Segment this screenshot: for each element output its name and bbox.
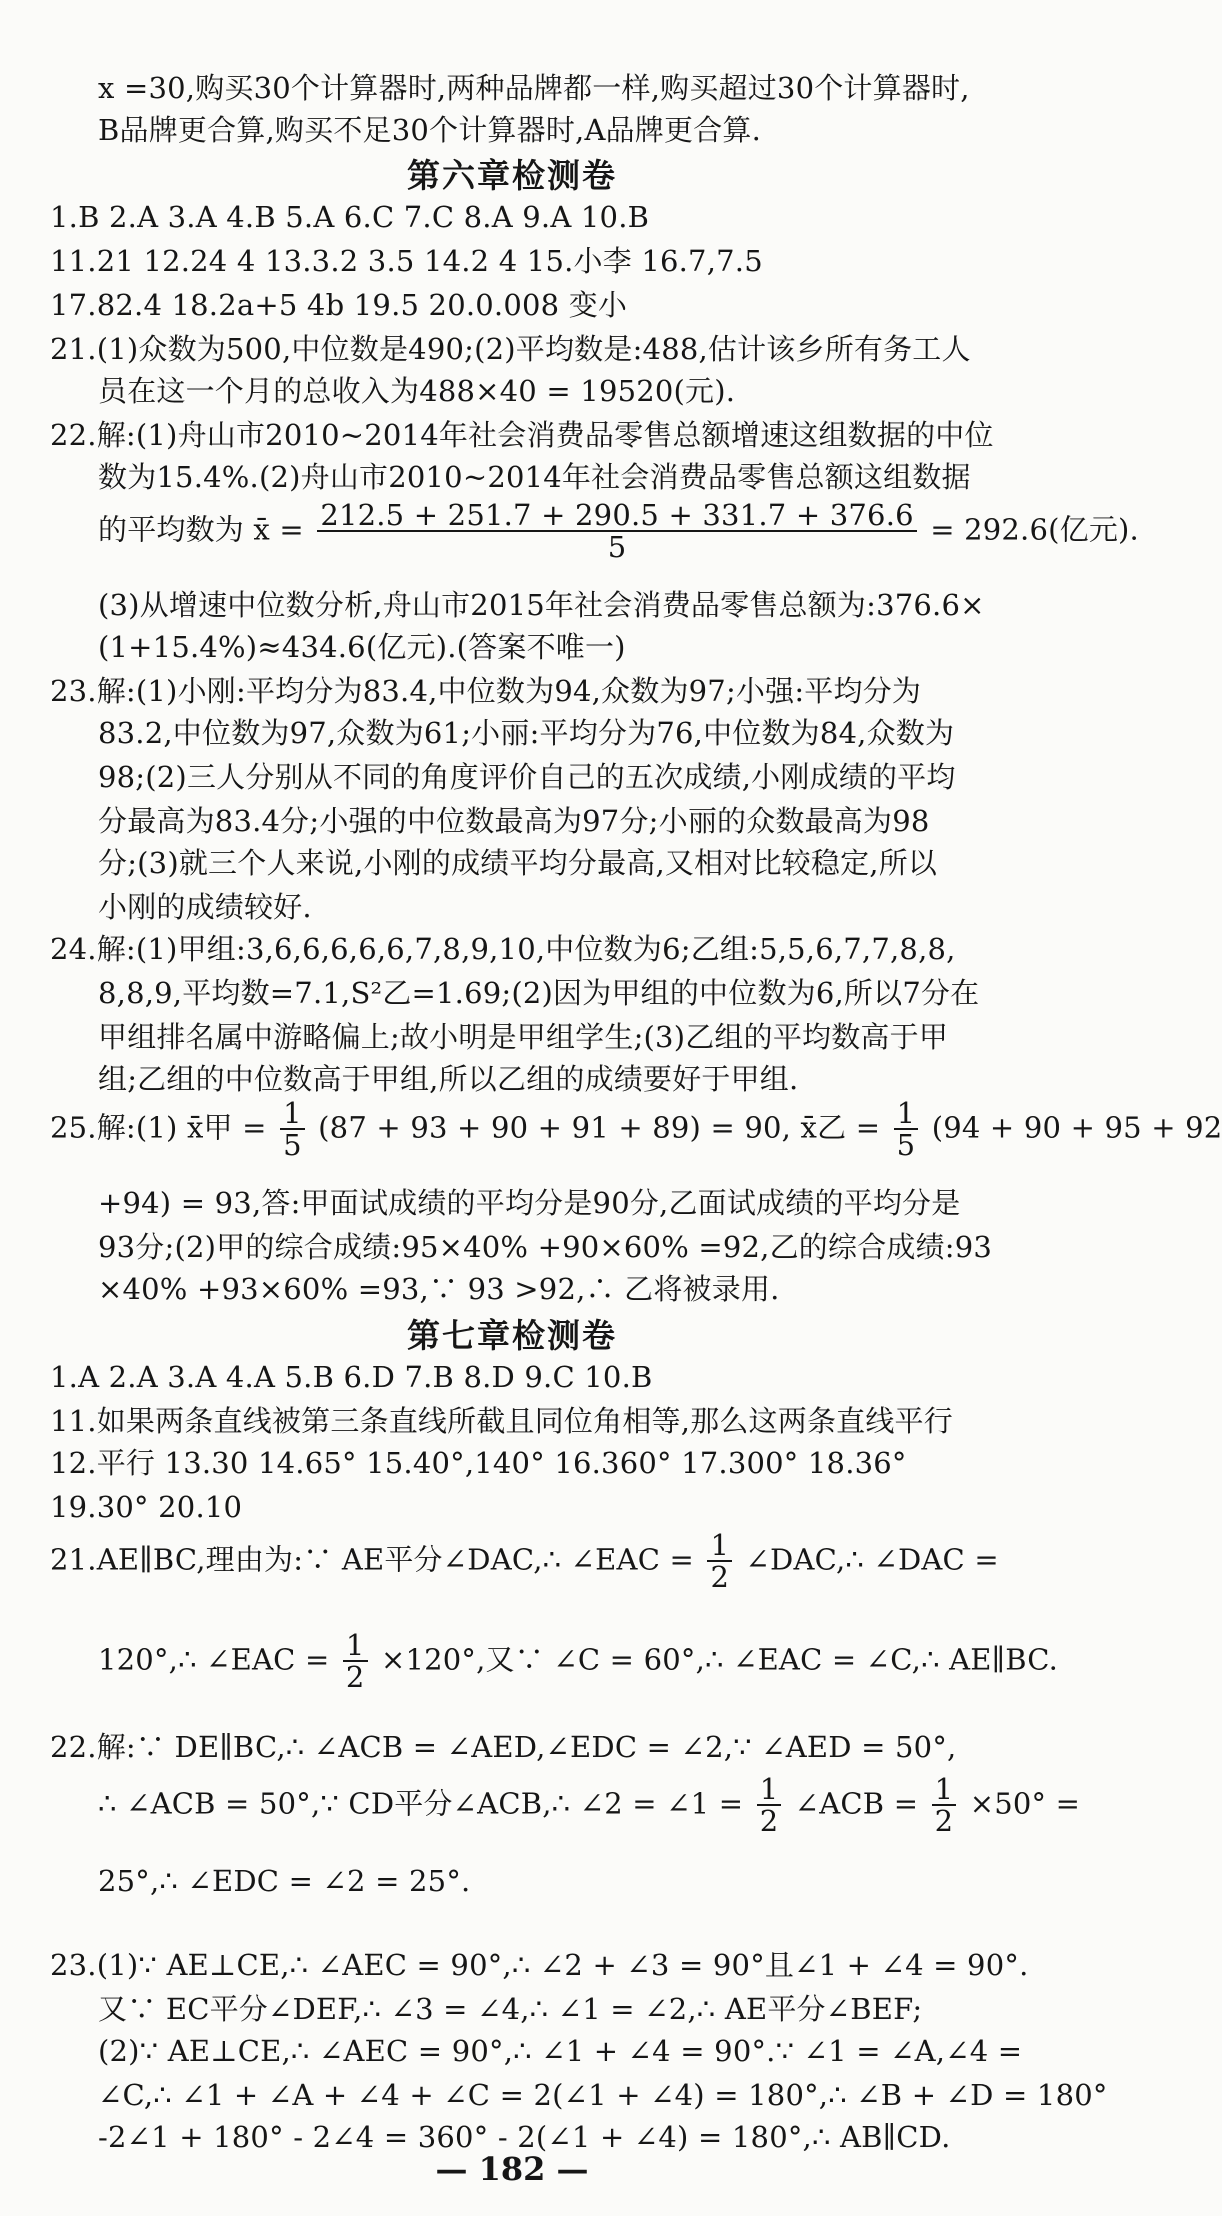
text-line: x =30,购买30个计算器时,两种品牌都一样,购买超过30个计算器时, bbox=[98, 71, 970, 105]
fraction bbox=[343, 1630, 368, 1693]
text-line: 19.30° 20.10 bbox=[50, 1490, 243, 1524]
text-line: (1+15.4%)≈434.6(亿元).(答案不唯一) bbox=[98, 630, 626, 664]
text-line: 分;(3)就三个人来说,小刚的成绩平均分最高,又相对比较稳定,所以 bbox=[98, 846, 938, 880]
formula-text: 21.AE∥BC,理由为:∵ AE平分∠DAC,∴ ∠EAC = bbox=[50, 1542, 695, 1577]
formula-line bbox=[98, 500, 1139, 563]
formula-text: ∴ ∠ACB = 50°,∵ CD平分∠ACB,∴ ∠2 = ∠1 = bbox=[98, 1786, 744, 1821]
text-line: ∠C,∴ ∠1 + ∠A + ∠4 + ∠C = 2(∠1 + ∠4) = 180°,∴ ∠B + ∠D = 180° bbox=[98, 2078, 1108, 2112]
fraction bbox=[317, 500, 916, 563]
formula-text: = 292.6(亿元). bbox=[930, 512, 1139, 547]
text-line: 22.解:∵ DE∥BC,∴ ∠ACB = ∠AED,∠EDC = ∠2,∵ ∠AED = 50°, bbox=[50, 1730, 957, 1764]
text-line: 甲组排名属中游略偏上;故小明是甲组学生;(3)乙组的平均数高于甲 bbox=[98, 1020, 949, 1054]
fraction-numerator: 1 bbox=[894, 1098, 919, 1130]
fraction-denominator: 5 bbox=[607, 530, 627, 565]
fraction bbox=[707, 1530, 732, 1593]
text-line: 组;乙组的中位数高于甲组,所以乙组的成绩要好于甲组. bbox=[98, 1062, 799, 1096]
formula-text: (87 + 93 + 90 + 91 + 89) = 90, x̄乙 = bbox=[318, 1110, 881, 1145]
text-line: (3)从增速中位数分析,舟山市2015年社会消费品零售总额为:376.6× bbox=[98, 588, 985, 622]
page-number: — 182 — bbox=[435, 2150, 589, 2188]
fraction-denominator: 2 bbox=[934, 1804, 954, 1839]
text-line: 24.解:(1)甲组:3,6,6,6,6,6,7,8,9,10,中位数为6;乙组:5,5,6,7,7,8,8, bbox=[50, 932, 956, 966]
text-line: ×40% +93×60% =93,∵ 93 >92,∴ 乙将被录用. bbox=[98, 1272, 780, 1306]
text-line: 21.(1)众数为500,中位数是490;(2)平均数是:488,估计该乡所有务工人 bbox=[50, 332, 971, 366]
section-title-chapter7: 第七章检测卷 bbox=[407, 1316, 617, 1355]
text-line: 1.A 2.A 3.A 4.A 5.B 6.D 7.B 8.D 9.C 10.B bbox=[50, 1360, 653, 1394]
fraction-numerator: 1 bbox=[280, 1098, 305, 1130]
text-line: 23.解:(1)小刚:平均分为83.4,中位数为94,众数为97;小强:平均分为 bbox=[50, 674, 922, 708]
fraction bbox=[932, 1774, 957, 1837]
fraction bbox=[894, 1098, 919, 1161]
text-line: 22.解:(1)舟山市2010~2014年社会消费品零售总额增速这组数据的中位 bbox=[50, 418, 994, 452]
fraction bbox=[280, 1098, 305, 1161]
formula-line bbox=[50, 1098, 1222, 1161]
fraction-denominator: 2 bbox=[759, 1804, 779, 1839]
text-line: 11.21 12.24 4 13.3.2 3.5 14.2 4 15.小李 16.7,7.5 bbox=[50, 244, 763, 278]
formula-line bbox=[98, 1630, 1058, 1693]
text-line: +94) = 93,答:甲面试成绩的平均分是90分,乙面试成绩的平均分是 bbox=[98, 1186, 961, 1220]
fraction-numerator: 1 bbox=[343, 1630, 368, 1662]
text-line: 分最高为83.4分;小强的中位数最高为97分;小丽的众数最高为98 bbox=[98, 804, 930, 838]
text-line: 23.(1)∵ AE⊥CE,∴ ∠AEC = 90°,∴ ∠2 + ∠3 = 90°且∠1 + ∠4 = 90°. bbox=[50, 1948, 1029, 1982]
text-line: 11.如果两条直线被第三条直线所截且同位角相等,那么这两条直线平行 bbox=[50, 1404, 953, 1438]
formula-line bbox=[98, 1774, 1080, 1837]
formula-text: (94 + 90 + 95 + 92 bbox=[931, 1110, 1222, 1145]
fraction-denominator: 2 bbox=[345, 1660, 365, 1695]
formula-text: 的平均数为 x̄ = bbox=[98, 512, 304, 547]
formula-text: ×50° = bbox=[969, 1786, 1081, 1821]
fraction-denominator: 5 bbox=[896, 1128, 916, 1163]
fraction-denominator: 5 bbox=[283, 1128, 302, 1163]
formula-text: 25.解:(1) x̄甲 = bbox=[50, 1110, 267, 1145]
text-line: 数为15.4%.(2)舟山市2010~2014年社会消费品零售总额这组数据 bbox=[98, 460, 971, 494]
text-line: 17.82.4 18.2a+5 4b 19.5 20.0.008 变小 bbox=[50, 288, 628, 322]
text-line: 8,8,9,平均数=7.1,S²乙=1.69;(2)因为甲组的中位数为6,所以7分在 bbox=[98, 976, 980, 1010]
fraction-numerator: 212.5 + 251.7 + 290.5 + 331.7 + 376.6 bbox=[317, 500, 916, 532]
formula-text: ∠DAC,∴ ∠DAC = bbox=[745, 1542, 999, 1577]
text-line: 25°,∴ ∠EDC = ∠2 = 25°. bbox=[98, 1864, 471, 1898]
text-line: 12.平行 13.30 14.65° 15.40°,140° 16.360° 17.300° 18.36° bbox=[50, 1446, 907, 1480]
text-line: 83.2,中位数为97,众数为61;小丽:平均分为76,中位数为84,众数为 bbox=[98, 716, 955, 750]
fraction-numerator: 1 bbox=[757, 1774, 782, 1806]
text-line: 1.B 2.A 3.A 4.B 5.A 6.C 7.C 8.A 9.A 10.B bbox=[50, 200, 650, 234]
fraction-numerator: 1 bbox=[932, 1774, 957, 1806]
text-line: -2∠1 + 180° - 2∠4 = 360° - 2(∠1 + ∠4) = 180°,∴ AB∥CD. bbox=[98, 2120, 951, 2154]
formula-text: ×120°,又∵ ∠C = 60°,∴ ∠EAC = ∠C,∴ AE∥BC. bbox=[380, 1642, 1059, 1677]
formula-line bbox=[50, 1530, 999, 1593]
fraction bbox=[757, 1774, 782, 1837]
text-line: 93分;(2)甲的综合成绩:95×40% +90×60% =92,乙的综合成绩:93 bbox=[98, 1230, 993, 1264]
text-line: (2)∵ AE⊥CE,∴ ∠AEC = 90°,∴ ∠1 + ∠4 = 90°.∵ ∠1 = ∠A,∠4 = bbox=[98, 2034, 1023, 2068]
formula-text: ∠ACB = bbox=[794, 1786, 919, 1821]
fraction-denominator: 2 bbox=[710, 1560, 730, 1595]
text-line: 又∵ EC平分∠DEF,∴ ∠3 = ∠4,∴ ∠1 = ∠2,∴ AE平分∠BEF; bbox=[98, 1992, 923, 2026]
text-line: 98;(2)三人分别从不同的角度评价自己的五次成绩,小刚成绩的平均 bbox=[98, 760, 956, 794]
text-line: 员在这一个月的总收入为488×40 = 19520(元). bbox=[98, 374, 736, 408]
text-line: 小刚的成绩较好. bbox=[98, 890, 312, 924]
fraction-numerator: 1 bbox=[707, 1530, 732, 1562]
text-line: B品牌更合算,购买不足30个计算器时,A品牌更合算. bbox=[98, 113, 762, 147]
section-title-chapter6: 第六章检测卷 bbox=[407, 156, 617, 195]
formula-text: 120°,∴ ∠EAC = bbox=[98, 1642, 330, 1677]
